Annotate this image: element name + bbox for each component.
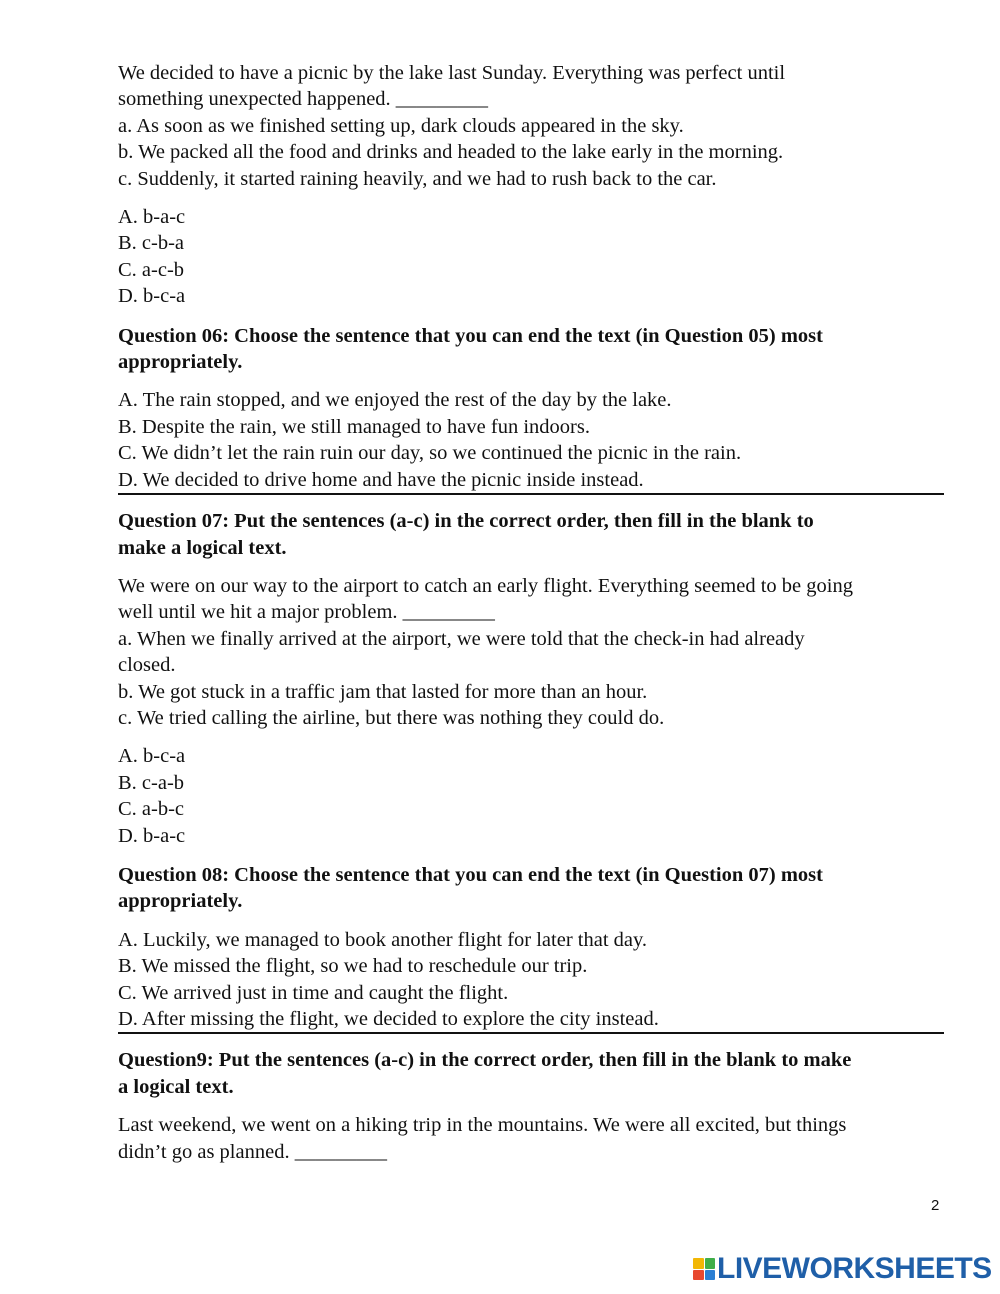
answer-option[interactable]: A. The rain stopped, and we enjoyed the rest of the day by the lake.	[118, 389, 672, 412]
answer-option[interactable]: A. b-a-c	[118, 206, 186, 229]
passage-line: well until we hit a major problem. _________	[118, 601, 495, 624]
question-line: Question 06: Choose the sentence that you can end the text (in Question 05) most	[118, 324, 823, 347]
passage-line: b. We packed all the food and drinks and headed to the lake early in the morning.	[118, 141, 784, 164]
q05-options	[118, 204, 944, 310]
q09-heading	[118, 1047, 944, 1100]
passage-line: c. We tried calling the airline, but there was nothing they could do.	[118, 706, 665, 729]
page-number: 2	[931, 1197, 940, 1214]
q05-passage	[118, 60, 944, 192]
liveworksheets-logo-icon	[693, 1258, 715, 1280]
answer-option[interactable]: D. After missing the flight, we decided to explore the city instead.	[118, 1008, 659, 1030]
liveworksheets-logo	[693, 1252, 992, 1286]
question-line: appropriately.	[118, 351, 243, 374]
answer-option[interactable]: C. We arrived just in time and caught the flight.	[118, 981, 509, 1004]
passage-line: something unexpected happened. _________	[118, 88, 489, 111]
q08-options	[118, 927, 944, 1035]
q08-heading	[118, 862, 944, 915]
passage-line: c. Suddenly, it started raining heavily, and we had to rush back to the car.	[118, 167, 717, 190]
answer-option[interactable]: D. b-a-c	[118, 824, 186, 847]
passage-line: We were on our way to the airport to catch an early flight. Everything seemed to be going	[118, 574, 853, 597]
passage-line: a. When we finally arrived at the airport, we were told that the check-in had already	[118, 627, 805, 650]
q06-heading	[118, 323, 944, 376]
question-line: appropriately.	[118, 890, 243, 913]
answer-option[interactable]: B. We missed the flight, so we had to reschedule our trip.	[118, 955, 588, 978]
passage-line: didn’t go as planned. _________	[118, 1140, 387, 1163]
q07-heading	[118, 508, 944, 561]
answer-option[interactable]: A. b-c-a	[118, 745, 186, 768]
answer-option[interactable]: D. We decided to drive home and have the picnic inside instead.	[118, 468, 644, 491]
q07-passage	[118, 573, 944, 731]
q07-options	[118, 743, 944, 849]
answer-option[interactable]: C. We didn’t let the rain ruin our day, so we continued the picnic in the rain.	[118, 442, 742, 465]
question-line: a logical text.	[118, 1075, 234, 1098]
answer-option[interactable]: B. Despite the rain, we still managed to have fun indoors.	[118, 415, 590, 438]
passage-line: We decided to have a picnic by the lake last Sunday. Everything was perfect until	[118, 62, 786, 84]
answer-option[interactable]: B. c-a-b	[118, 771, 185, 794]
question-line: Question 07: Put the sentences (a-c) in the correct order, then fill in the blank to	[118, 510, 814, 533]
brand-wordmark: LIVEWORKSHEETS	[717, 1251, 992, 1285]
answer-option[interactable]: C. a-b-c	[118, 798, 185, 821]
q06-options	[118, 387, 944, 495]
q09-passage	[118, 1112, 944, 1165]
answer-option[interactable]: A. Luckily, we managed to book another flight for later that day.	[118, 928, 648, 951]
question-line: Question 08: Choose the sentence that you can end the text (in Question 07) most	[118, 863, 823, 886]
worksheet-content	[118, 60, 944, 1165]
answer-option[interactable]: C. a-c-b	[118, 258, 185, 281]
question-line: make a logical text.	[118, 536, 287, 559]
passage-line: Last weekend, we went on a hiking trip in the mountains. We were all excited, but things	[118, 1114, 847, 1137]
passage-line: closed.	[118, 654, 176, 677]
passage-line: a. As soon as we finished setting up, dark clouds appeared in the sky.	[118, 114, 684, 137]
answer-option[interactable]: B. c-b-a	[118, 232, 185, 255]
answer-option[interactable]: D. b-c-a	[118, 285, 186, 308]
passage-line: b. We got stuck in a traffic jam that lasted for more than an hour.	[118, 680, 648, 703]
question-line: Question9: Put the sentences (a-c) in the correct order, then fill in the blank to make	[118, 1049, 852, 1072]
